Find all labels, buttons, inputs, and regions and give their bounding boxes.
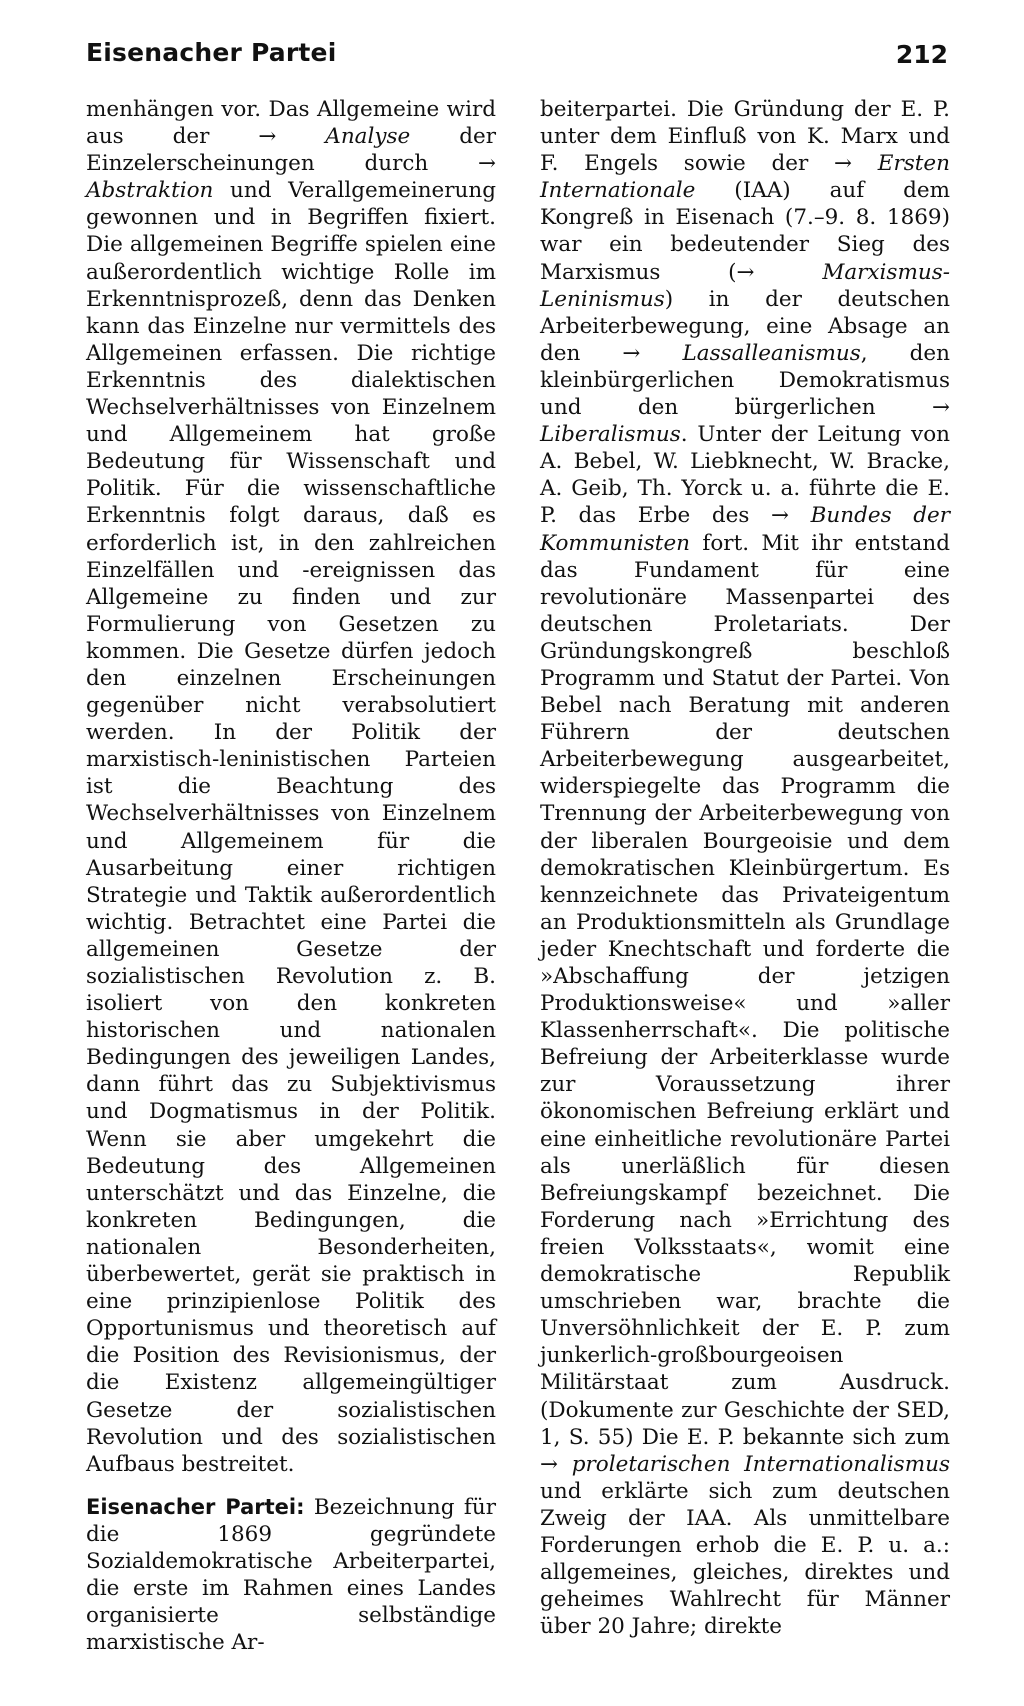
cross-reference-arrow-icon: →: [736, 259, 755, 285]
text-run: fort. Mit ihr entstand das Fundament für eine revolutionäre Massenpartei des deutschen Proletariats. Der Gründungskongreß beschloß Programm und Statut der Partei. Von Bebel nach Beratung mit anderen Führern der deutschen Arbeiterbewegung ausgearbeitet, widerspiegelte das Programm die Trennung der Arbeiterbewegung von der liberalen Bourgeoisie und dem demokratischen Kleinbürgertum. Es kennzeichnete das Privateigentum an Produktionsmitteln als Grundlage jeder Knechtschaft und forderte die »Abschaffung der jetzigen Produktionsweise« und »aller Klassenherrschaft«. Die politische Befreiung der Arbeiterklasse wurde zur Voraussetzung ihrer ökonomischen Befreiung erklärt und eine einheitliche revolutionäre Partei als unerläßlich für diesen Befreiungskampf bezeichnet. Die Forderung nach »Errichtung des freien Volksstaats«, womit eine demokratische Republik umschrieben war, brachte die Unversöhnlichkeit der E. P. zum junkerlich-großbourgeoisen Militärstaat zum Ausdruck. (Dokumente zur Geschichte der SED, 1, S. 55) Die E. P. bekannte sich zum: [540, 530, 950, 1450]
paragraph-continued: [540, 96, 950, 1640]
text-run: , den kleinbürgerlichen Demokratismus und den bürgerlichen: [540, 340, 950, 421]
text-run: der Einzelerscheinungen durch: [86, 124, 496, 177]
entry-lemma: Eisenacher Partei:: [86, 1494, 305, 1519]
cross-reference-arrow-icon: →: [834, 151, 853, 177]
page-number: 212: [895, 40, 948, 69]
dictionary-entry: [86, 1494, 496, 1657]
cross-reference-arrow-icon: →: [622, 340, 641, 366]
cross-reference: Abstraktion: [86, 178, 214, 204]
cross-reference: Analyse: [325, 124, 411, 150]
cross-reference: Lassalleanismus: [682, 340, 861, 366]
left-column: [86, 96, 496, 1656]
page-header: [86, 38, 948, 78]
text-run: und erklärte sich zum deutschen Zweig der IAA. Als unmittelbare Forderungen erhob die E. P. u. a.: allgemeines, gleiches, direktes und geheimes Wahlrecht für Männer über 20 Jahre; direkte: [540, 1478, 950, 1640]
running-title: Eisenacher Partei: [86, 38, 337, 67]
text-run: und Verallgemeinerung gewonnen und in Begriffen fixiert. Die allgemeinen Begriffe spielen eine außerordentlich wichtige Rolle im Erkenntnisprozeß, denn das Denken kann das Einzelne nur vermittels des Allgemeinen erfassen. Die richtige Erkenntnis des dialektischen Wechselverhältnisses von Einzelnem und Allgemeinem hat große Bedeutung für Wissenschaft und Politik. Für die wissenschaftliche Erkenntnis folgt daraus, daß es erforderlich ist, in den zahlreichen Einzelfällen und -ereignissen das Allgemeine zu finden und zur Formulierung von Gesetzen zu kommen. Die Gesetze dürfen jedoch den einzelnen Erscheinungen gegenüber nicht verabsolutiert werden. In der Politik der marxistisch-leninistischen Parteien ist die Beachtung des Wechselverhältnisses von Einzelnem und Allgemeinem für die Ausarbeitung einer richtigen Strategie und Taktik außerordentlich wichtig. Betrachtet eine Partei die allgemeinen Gesetze der sozialistischen Revolution z. B. isoliert von den konkreten historischen und nationalen Bedingungen des jeweiligen Landes, dann führt das zu Subjektivismus und Dogmatismus in der Politik. Wenn sie aber umgekehrt die Bedeutung des Allgemeinen unterschätzt und das Einzelne, die konkreten Bedingungen, die nationalen Besonderheiten, überbewertet, gerät sie praktisch in eine prinzipienlose Politik des Opportunismus und theoretisch auf die Position des Revisionismus, der die Existenz allgemeingültiger Gesetze der sozialistischen Revolution und des sozialistischen Aufbaus bestreitet.: [86, 178, 496, 1477]
entry-text: Bezeichnung für die 1869 gegründete Sozialdemokratische Arbeiterpartei, die erste im Rahmen eines Landes organisierte selbständige marxistische Ar-: [86, 1494, 496, 1656]
cross-reference-arrow-icon: →: [258, 124, 277, 150]
cross-reference: Marxismus-Leninismus: [540, 259, 950, 312]
cross-reference: Ersten Internationale: [540, 151, 950, 204]
text-run: beiterpartei. Die Gründung der E. P. unter dem Einfluß von K. Marx und F. Engels sowie der: [540, 97, 950, 177]
cross-reference-arrow-icon: →: [477, 151, 496, 177]
text-run: (IAA) auf dem Kongreß in Eisenach (7.–9. 8. 1869) war ein bedeutender Sieg des Marxismus (: [540, 178, 950, 285]
text-run: . Unter der Leitung von A. Bebel, W. Liebknecht, W. Bracke, A. Geib, Th. Yorck u. a. führte die E. P. das Erbe des: [540, 422, 950, 529]
paragraph-continued: [86, 96, 496, 1478]
cross-reference-arrow-icon: →: [770, 503, 789, 529]
cross-reference: Liberalismus: [540, 422, 681, 448]
cross-reference: Bundes der Kommunisten: [540, 503, 950, 556]
right-column: [540, 96, 950, 1640]
text-run: menhängen vor. Das Allgemeine wird aus der: [86, 97, 496, 150]
cross-reference-arrow-icon: →: [540, 1451, 559, 1477]
cross-reference: proletarischen Internationalismus: [571, 1451, 950, 1477]
text-run: ) in der deutschen Arbeiterbewegung, eine Absage an den: [540, 286, 950, 366]
cross-reference-arrow-icon: →: [931, 395, 950, 421]
